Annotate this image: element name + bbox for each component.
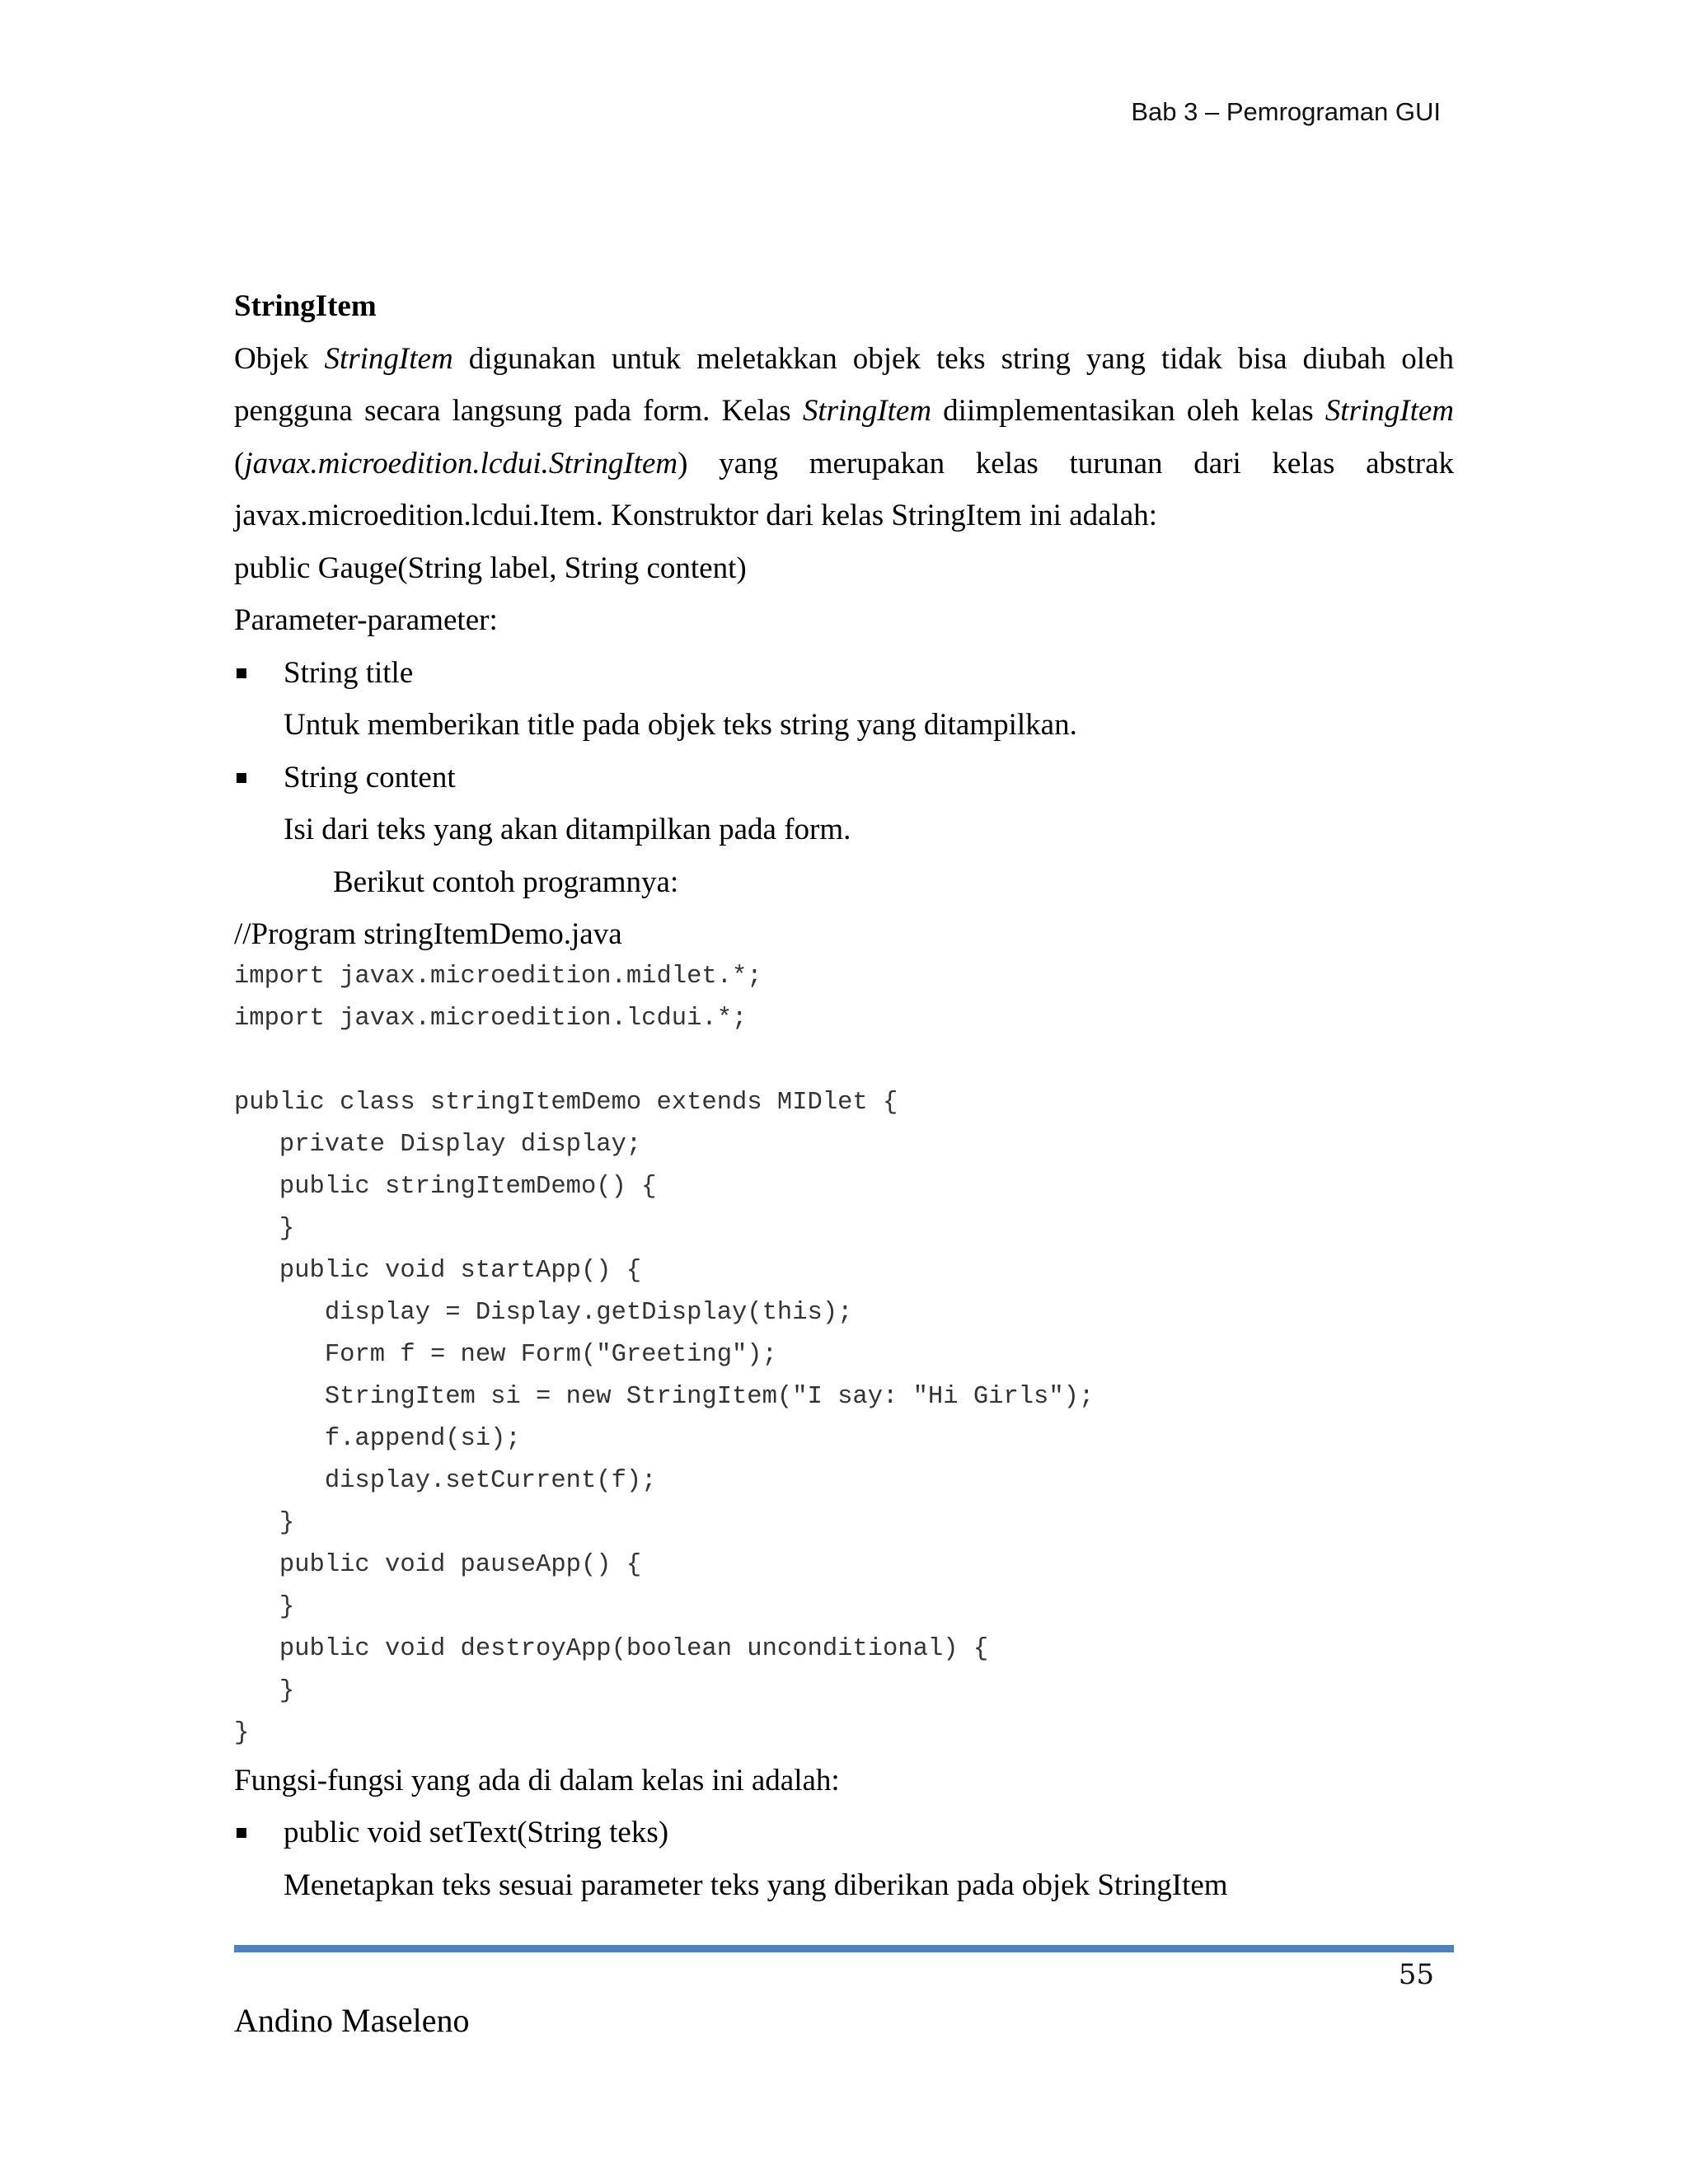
code-line: } xyxy=(234,1508,295,1537)
running-header: Bab 3 – Pemrograman GUI xyxy=(1131,97,1441,126)
code-line: } xyxy=(234,1592,295,1621)
code-line: Form f = new Form("Greeting"); xyxy=(234,1340,777,1369)
param-description: Isi dari teks yang akan ditampilkan pada form. xyxy=(284,813,851,846)
paragraph-line-3: (javax.microedition.lcdui.StringItem) yang merupakan kelas turunan dari kelas abstrak xyxy=(234,446,1454,480)
param-name: String content xyxy=(284,760,456,794)
paragraph-line-2: pengguna secara langsung pada form. Kelas StringItem diimplementasikan oleh kelas StringItem xyxy=(234,394,1454,428)
code-line: public void startApp() { xyxy=(234,1256,642,1285)
paragraph-line-4: javax.microedition.lcdui.Item. Konstruktor dari kelas StringItem ini adalah: xyxy=(234,499,1157,532)
params-heading: Parameter-parameter: xyxy=(234,603,498,637)
footer-rule xyxy=(234,1945,1454,1952)
code-line: public void pauseApp() { xyxy=(234,1550,642,1579)
section-heading: StringItem xyxy=(234,289,377,323)
bullet-square-icon xyxy=(237,668,246,678)
constructor-signature: public Gauge(String label, String content) xyxy=(234,551,747,585)
param-item xyxy=(234,752,1454,804)
paragraph-line-1: Objek StringItem digunakan untuk meletakkan objek teks string yang tidak bisa diubah oleh xyxy=(234,341,1454,376)
code-line: public void destroyApp(boolean unconditional) { xyxy=(234,1634,989,1663)
code-line: display.setCurrent(f); xyxy=(234,1466,657,1495)
footer-author: Andino Maseleno xyxy=(234,2002,470,2039)
program-comment: //Program stringItemDemo.java xyxy=(234,917,622,951)
function-description: Menetapkan teks sesuai parameter teks yang diberikan pada objek StringItem xyxy=(284,1868,1228,1902)
page-content xyxy=(234,280,1454,1911)
code-line: } xyxy=(234,1676,295,1705)
param-item xyxy=(234,647,1454,700)
code-line: public class stringItemDemo extends MIDlet { xyxy=(234,1088,898,1117)
code-line: StringItem si = new StringItem("I say: "Hi Girls"); xyxy=(234,1382,1095,1411)
code-line: import javax.microedition.lcdui.*; xyxy=(234,1004,748,1033)
code-listing xyxy=(234,956,1454,1755)
code-line: private Display display; xyxy=(234,1130,642,1159)
code-line: public stringItemDemo() { xyxy=(234,1172,657,1201)
example-intro: Berikut contoh programnya: xyxy=(333,865,679,899)
function-item xyxy=(234,1807,1454,1859)
code-line: import javax.microedition.midlet.*; xyxy=(234,962,762,991)
page-number: 55 xyxy=(1398,1958,1434,1991)
code-line xyxy=(234,1040,1454,1082)
param-name: String title xyxy=(284,655,414,690)
functions-heading: Fungsi-fungsi yang ada di dalam kelas ini adalah: xyxy=(234,1763,840,1797)
code-line: } xyxy=(234,1214,295,1243)
param-description: Untuk memberikan title pada objek teks string yang ditampilkan. xyxy=(284,708,1077,742)
bullet-square-icon xyxy=(237,1828,246,1838)
code-line: f.append(si); xyxy=(234,1424,521,1453)
function-name: public void setText(String teks) xyxy=(284,1816,669,1849)
code-line: display = Display.getDisplay(this); xyxy=(234,1298,853,1327)
code-line: } xyxy=(234,1718,250,1747)
bullet-square-icon xyxy=(237,773,246,783)
